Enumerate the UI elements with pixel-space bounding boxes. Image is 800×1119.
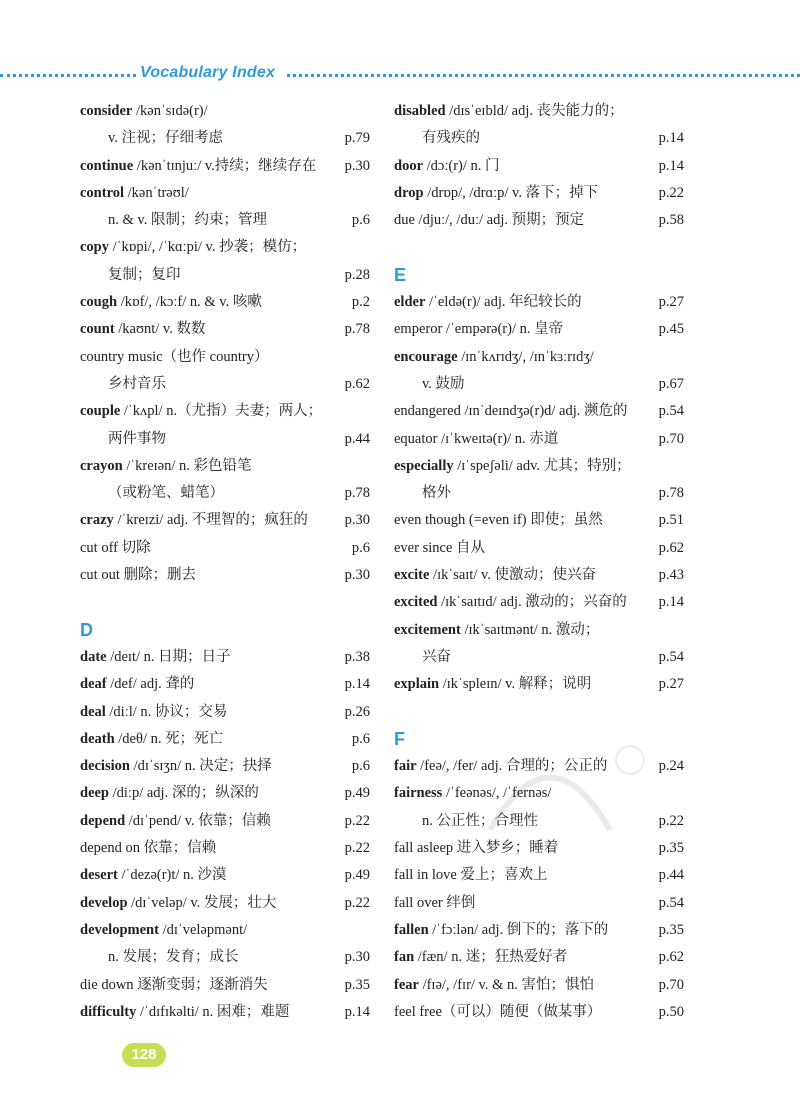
section-gap [394, 234, 684, 261]
page-reference: p.70 [658, 430, 684, 447]
index-entry-continuation [80, 207, 370, 234]
entry-text [394, 316, 563, 343]
entry-text [422, 644, 451, 671]
headword: drop [394, 184, 424, 201]
page-reference: p.6 [351, 730, 370, 747]
page-reference: p.49 [344, 867, 370, 884]
entry-text [80, 972, 268, 999]
page-reference: p.43 [658, 567, 684, 584]
entry-definition: /ɪkˈspleɪn/ v. 解释；说明 [439, 676, 592, 693]
page-reference: p.26 [344, 703, 370, 720]
index-entry-continuation [394, 644, 684, 671]
entry-definition: /ˈkɒpi/, /ˈkɑːpi/ v. 抄袭；模仿； [109, 239, 307, 256]
headword: development [80, 921, 159, 938]
entry-text [394, 862, 547, 889]
entry-definition: due /djuː/, /duː/ adj. 预期；预定 [394, 212, 585, 229]
index-entry [394, 589, 684, 616]
entry-text [394, 289, 582, 316]
page-reference: p.14 [344, 1003, 370, 1020]
entry-definition: 两件事物 [108, 430, 166, 447]
headword: disabled [394, 103, 446, 119]
entry-definition: fall over 绊倒 [394, 894, 476, 911]
headword: fallen [394, 921, 429, 938]
page-reference: p.78 [658, 485, 684, 502]
entry-text [80, 453, 252, 480]
index-entry-continuation [394, 480, 684, 507]
index-entry [80, 562, 370, 589]
entry-definition: v. 注视；仔细考虑 [108, 130, 224, 147]
entry-text [108, 480, 224, 507]
entry-text [394, 180, 598, 207]
entry-definition: cut out 删除；删去 [80, 567, 196, 584]
entry-definition: /ɪkˈsaɪtɪd/ adj. 激动的；兴奋的 [437, 594, 627, 611]
entry-text [394, 398, 628, 425]
page-reference: p.38 [344, 648, 370, 665]
entry-text [394, 671, 591, 698]
entry-text [394, 507, 603, 534]
index-entry [394, 972, 684, 999]
entry-text [80, 507, 308, 534]
index-entry [80, 153, 370, 180]
headword: door [394, 157, 423, 174]
index-entry [394, 671, 684, 698]
index-entry [80, 890, 370, 917]
page-reference: p.27 [658, 676, 684, 693]
entry-text [394, 589, 627, 616]
entry-text [422, 371, 465, 398]
entry-text [80, 562, 196, 589]
headword: control [80, 184, 125, 201]
index-entry-continuation [80, 371, 370, 398]
page-reference: p.50 [658, 1003, 684, 1020]
headword: develop [80, 894, 128, 911]
entry-definition: /dɪˈsɪʒn/ n. 决定；抉择 [129, 758, 272, 775]
headword: crazy [80, 512, 114, 529]
entry-definition: cut off 切除 [80, 539, 151, 556]
headword: count [80, 321, 115, 338]
page-reference: p.54 [658, 648, 684, 665]
entry-definition: /kənˈtɪnjuː/ v.持续；继续存在 [133, 157, 317, 174]
entry-definition: n. 公正性；合理性 [422, 812, 538, 829]
index-entry [80, 699, 370, 726]
entry-definition: /ɪkˈsaɪtmənt/ n. 激动； [460, 621, 600, 638]
index-entry-continuation [80, 944, 370, 971]
page-reference: p.79 [344, 130, 370, 147]
headword: consider [80, 103, 133, 119]
page-reference: p.78 [344, 321, 370, 338]
entry-text [80, 98, 208, 125]
index-entry [80, 535, 370, 562]
section-letter-heading: D [80, 619, 93, 640]
index-entry [394, 890, 684, 917]
entry-definition: /feə/, /fer/ adj. 合理的；公正的 [416, 758, 608, 775]
headword: encourage [394, 348, 458, 365]
index-entry [80, 862, 370, 889]
entry-text [80, 153, 316, 180]
entry-definition: even though (=even if) 即使；虽然 [394, 512, 603, 529]
entry-text [394, 98, 624, 125]
headword: difficulty [80, 1003, 137, 1020]
entry-text [422, 480, 451, 507]
index-entry [394, 917, 684, 944]
index-entry [394, 180, 684, 207]
page-reference: p.14 [344, 676, 370, 693]
index-entry [80, 180, 370, 207]
entry-definition: 复制；复印 [108, 266, 181, 283]
index-entry [80, 999, 370, 1026]
index-entry [80, 98, 370, 125]
index-entry [394, 316, 684, 343]
entry-text [108, 426, 166, 453]
entry-definition: emperor /ˈempərə(r)/ n. 皇帝 [394, 321, 564, 338]
page-reference: p.45 [658, 321, 684, 338]
headword: fairness [394, 785, 443, 802]
entry-definition: ever since 自从 [394, 539, 485, 556]
page-reference: p.22 [658, 812, 684, 829]
page-reference: p.51 [658, 512, 684, 529]
index-entry [80, 398, 370, 425]
headword: excited [394, 594, 438, 611]
entry-text [394, 617, 599, 644]
entry-definition: /ˈkʌpl/ n.（尤指）夫妻；两人； [120, 403, 323, 420]
headword: death [80, 730, 115, 747]
index-entry [394, 344, 684, 371]
headword: fan [394, 949, 415, 966]
page-reference: p.35 [658, 921, 684, 938]
entry-text [394, 944, 567, 971]
entry-definition: /ɪˈspeʃəli/ adv. 尤其；特别； [453, 457, 631, 474]
header-dotted-rule-left [0, 74, 136, 77]
entry-definition: /dɪˈpend/ v. 依靠；信赖 [125, 812, 271, 829]
page-reference: p.28 [344, 266, 370, 283]
entry-text [80, 699, 227, 726]
entry-definition: endangered /ɪnˈdeɪndʒə(r)d/ adj. 濒危的 [394, 403, 628, 420]
entry-definition: /deθ/ n. 死；死亡 [114, 730, 224, 747]
index-entry [80, 344, 370, 371]
entry-definition: /ˈkreɪən/ n. 彩色铅笔 [122, 457, 252, 474]
entry-definition: v. 鼓励 [422, 375, 465, 392]
entry-definition: fall in love 爱上；喜欢上 [394, 867, 548, 884]
entry-definition: equator /ɪˈkweɪtə(r)/ n. 赤道 [394, 430, 559, 447]
entry-text [80, 316, 205, 343]
entry-text [80, 835, 216, 862]
index-entry [394, 562, 684, 589]
entry-definition: /kənˈtrəʊl/ [124, 184, 189, 201]
entry-text [80, 780, 259, 807]
page-reference: p.27 [658, 294, 684, 311]
page-header [0, 62, 800, 90]
entry-definition: depend on 依靠；信赖 [80, 840, 217, 857]
section-gap [394, 699, 684, 726]
entry-definition: /dɪsˈeɪbld/ adj. 丧失能力的； [445, 103, 624, 119]
entry-definition: 格外 [422, 485, 451, 502]
page-number-badge: 128 [122, 1043, 166, 1067]
page-reference: p.22 [658, 184, 684, 201]
page-reference: p.30 [344, 567, 370, 584]
page-reference: p.14 [658, 157, 684, 174]
entry-text [394, 207, 584, 234]
entry-text [80, 180, 189, 207]
page-reference: p.22 [344, 812, 370, 829]
entry-text [394, 999, 601, 1026]
page-reference: p.62 [658, 949, 684, 966]
entry-definition: /kənˈsɪdə(r)/ [132, 103, 208, 119]
header-title: Vocabulary Index [140, 64, 276, 81]
page-reference: p.6 [351, 758, 370, 775]
headword: decision [80, 758, 130, 775]
entry-definition: /kɒf/, /kɔːf/ n. & v. 咳嗽 [117, 294, 262, 311]
headword: date [80, 648, 107, 665]
headword: deaf [80, 676, 107, 693]
index-entry [394, 453, 684, 480]
index-entry [394, 426, 684, 453]
page-reference: p.78 [344, 485, 370, 502]
entry-text [394, 453, 631, 480]
entry-text [80, 344, 268, 371]
index-entry [80, 289, 370, 316]
page-reference: p.22 [344, 840, 370, 857]
entry-text [394, 153, 500, 180]
entry-definition: n. & v. 限制；约束；管理 [108, 212, 267, 229]
index-entry [394, 98, 684, 125]
entry-text [80, 398, 322, 425]
page-reference: p.49 [344, 785, 370, 802]
page-reference: p.44 [658, 867, 684, 884]
page-reference: p.14 [658, 130, 684, 147]
index-entry-continuation [80, 480, 370, 507]
index-entry [394, 507, 684, 534]
index-entry [80, 780, 370, 807]
page-reference: p.62 [344, 375, 370, 392]
entry-definition: /ˈdezə(r)t/ n. 沙漠 [117, 867, 227, 884]
entry-text [394, 535, 485, 562]
index-entry-continuation [80, 426, 370, 453]
page-reference: p.35 [344, 976, 370, 993]
entry-text [80, 289, 262, 316]
entry-definition: /ˈfɔːlən/ adj. 倒下的；落下的 [428, 921, 609, 938]
page-reference: p.35 [658, 840, 684, 857]
entry-text [80, 644, 231, 671]
page-reference: p.6 [351, 212, 370, 229]
header-dotted-rule-right [287, 74, 800, 77]
headword: deal [80, 703, 106, 720]
page-reference: p.14 [658, 594, 684, 611]
headword: deep [80, 785, 109, 802]
entry-definition: /def/ adj. 聋的 [106, 676, 195, 693]
page-reference: p.6 [351, 539, 370, 556]
headword: crayon [80, 457, 123, 474]
section-gap [80, 589, 370, 616]
entry-text [80, 726, 223, 753]
index-entry-continuation [80, 125, 370, 152]
headword: excitement [394, 621, 461, 638]
page-reference: p.30 [344, 157, 370, 174]
headword: fair [394, 758, 417, 775]
page-reference: p.30 [344, 512, 370, 529]
index-entry [80, 726, 370, 753]
entry-definition: /diːl/ n. 协议；交易 [105, 703, 228, 720]
index-entry [80, 316, 370, 343]
page-reference: p.22 [344, 894, 370, 911]
headword: depend [80, 812, 126, 829]
entry-text [108, 371, 166, 398]
entry-definition: /ˈdɪfɪkəlti/ n. 困难；难题 [136, 1003, 290, 1020]
entry-definition: feel free（可以）随便（做某事） [394, 1003, 602, 1020]
entry-definition: /kaʊnt/ v. 数数 [114, 321, 206, 338]
headword: explain [394, 676, 440, 693]
headword: couple [80, 403, 121, 420]
entry-definition: 有残疾的 [422, 130, 480, 147]
index-entry [394, 862, 684, 889]
entry-definition: /ɪkˈsaɪt/ v. 使激动；使兴奋 [429, 567, 597, 584]
headword: excite [394, 567, 430, 584]
entry-definition: /drɒp/, /drɑːp/ v. 落下；掉下 [423, 184, 599, 201]
entry-text [80, 917, 247, 944]
left-column [80, 98, 370, 1026]
index-entry [394, 153, 684, 180]
entry-text [394, 562, 596, 589]
entry-text [80, 890, 276, 917]
entry-definition: /ˈfeənəs/, /ˈfernəs/ [442, 785, 552, 802]
index-entry-continuation [394, 125, 684, 152]
headword: copy [80, 239, 109, 256]
entry-text [108, 207, 267, 234]
page-reference: p.58 [658, 212, 684, 229]
index-entry [80, 835, 370, 862]
entry-text [80, 671, 194, 698]
headword: continue [80, 157, 134, 174]
headword: especially [394, 457, 454, 474]
entry-text [80, 535, 151, 562]
page-reference: p.62 [658, 539, 684, 556]
index-entry [80, 671, 370, 698]
index-entry [394, 207, 684, 234]
section-letter-heading: E [394, 264, 407, 285]
entry-text [422, 125, 480, 152]
headword: elder [394, 294, 426, 311]
index-entry [394, 617, 684, 644]
entry-text [80, 808, 271, 835]
page-reference: p.2 [351, 294, 370, 311]
index-entry [394, 398, 684, 425]
entry-text [394, 917, 608, 944]
entry-text [394, 890, 475, 917]
index-entry [80, 808, 370, 835]
entry-text [394, 426, 558, 453]
entry-text [80, 753, 272, 780]
entry-text [80, 999, 289, 1026]
index-entry [394, 535, 684, 562]
entry-definition: /ˈeldə(r)/ adj. 年纪较长的 [425, 294, 582, 311]
headword: cough [80, 294, 118, 311]
entry-definition: country music（也作 country） [80, 348, 269, 365]
entry-text [108, 262, 181, 289]
index-entry-continuation [394, 371, 684, 398]
page-reference: p.67 [658, 375, 684, 392]
entry-definition: die down 逐渐变弱；逐渐消失 [80, 976, 268, 993]
headword: fear [394, 976, 419, 993]
entry-definition: /fɪə/, /fɪr/ v. & n. 害怕；惧怕 [418, 976, 595, 993]
publisher-watermark [470, 740, 670, 850]
entry-text [394, 344, 594, 371]
entry-text [394, 972, 594, 999]
page-reference: p.54 [658, 894, 684, 911]
entry-definition: /dɔː(r)/ n. 门 [423, 157, 500, 174]
index-entry [80, 644, 370, 671]
entry-text [80, 234, 306, 261]
entry-definition: fall asleep 进入梦乡；睡着 [394, 840, 559, 857]
index-entry [394, 944, 684, 971]
entry-definition: 兴奋 [422, 648, 451, 665]
page-reference: p.44 [344, 430, 370, 447]
entry-definition: 乡村音乐 [108, 375, 166, 392]
index-entry [80, 234, 370, 261]
right-column [394, 98, 684, 1026]
entry-definition: /diːp/ adj. 深的；纵深的 [109, 785, 259, 802]
index-entry [394, 999, 684, 1026]
index-entry [80, 917, 370, 944]
entry-definition: （或粉笔、蜡笔） [108, 485, 224, 502]
entry-text [108, 125, 223, 152]
entry-definition: /ˈkreɪzi/ adj. 不理智的；疯狂的 [113, 512, 308, 529]
index-entry [80, 453, 370, 480]
page-reference: p.54 [658, 403, 684, 420]
page-reference: p.24 [658, 758, 684, 775]
page-reference: p.70 [658, 976, 684, 993]
headword: desert [80, 867, 118, 884]
entry-text [80, 862, 227, 889]
entry-definition: /dɪˈveləpmənt/ [158, 921, 248, 938]
entry-definition: n. 发展；发育；成长 [108, 949, 239, 966]
index-entry-continuation [80, 262, 370, 289]
entry-definition: /dɪˈveləp/ v. 发展；壮大 [127, 894, 277, 911]
entry-definition: /deɪt/ n. 日期；日子 [106, 648, 231, 665]
entry-definition: /ɪnˈkʌrɪdʒ/, /ɪnˈkɜːrɪdʒ/ [457, 348, 594, 365]
page-reference: p.30 [344, 949, 370, 966]
section-letter-heading: F [394, 728, 405, 749]
index-entry [80, 972, 370, 999]
entry-definition: /fæn/ n. 迷；狂热爱好者 [414, 949, 568, 966]
entry-text [108, 944, 239, 971]
index-entry [394, 289, 684, 316]
index-entry [80, 753, 370, 780]
index-entry [80, 507, 370, 534]
